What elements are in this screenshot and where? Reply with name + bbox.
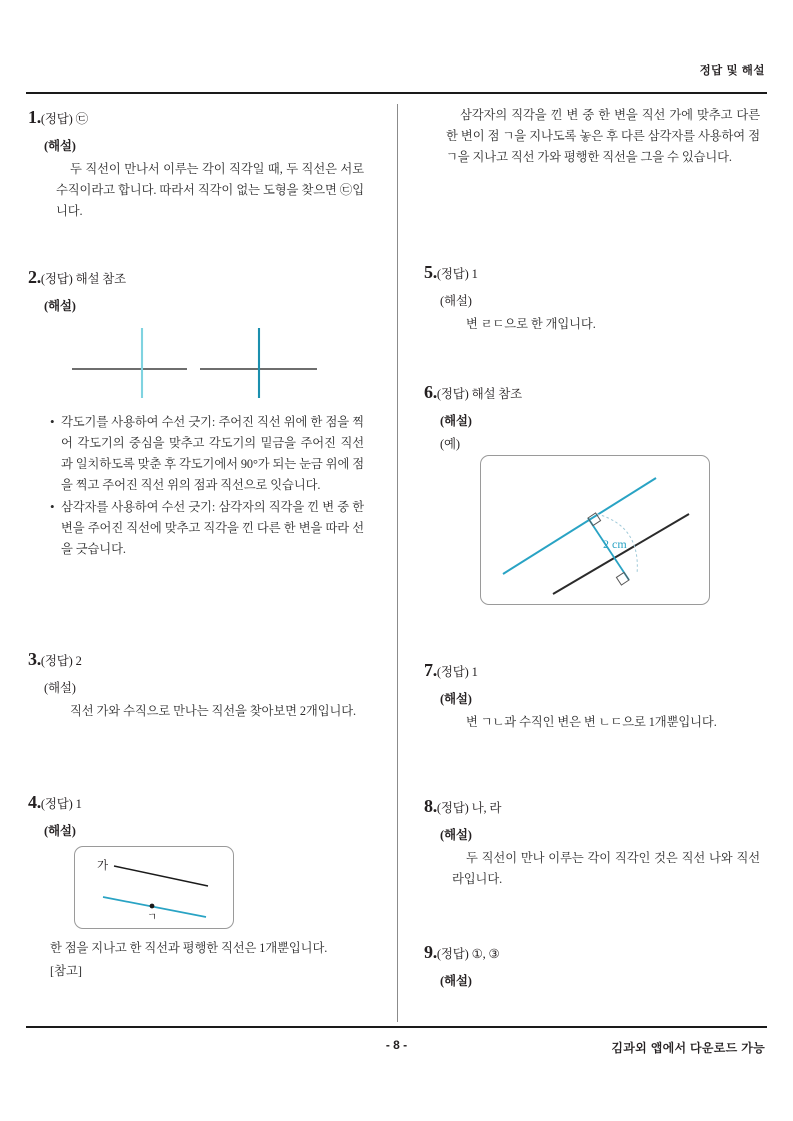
answer-label: (정답) bbox=[40, 272, 73, 286]
figure-point-label: ㄱ bbox=[147, 912, 158, 923]
answer-line bbox=[28, 108, 368, 127]
answer-label: (정답) bbox=[436, 387, 469, 401]
answer-label: (정답) bbox=[436, 801, 469, 815]
answer-line bbox=[28, 650, 368, 669]
reference-text: 삼각자의 직각을 낀 변 중 한 변을 직선 가에 맞추고 다른 한 변이 점 ㄱ을 지나도록 놓은 후 다른 삼각자를 사용하여 점 ㄱ을 지나고 직선 가와 평행한 직선을 그을 수 있습니다. bbox=[446, 108, 760, 165]
distance-svg bbox=[481, 456, 709, 604]
answer-value: 해설 참조 bbox=[471, 387, 523, 401]
solution-label: (해설) bbox=[440, 414, 472, 428]
figure-line-label: 가 bbox=[97, 860, 109, 872]
bullet-text: 각도기를 사용하여 수선 긋기: 주어진 직선 위에 한 점을 찍어 각도기의 중심을 맞추고 각도기의 밑금을 주어진 직선과 일치하도록 맞춘 후 각도기에서 90°가 되는 눈금 위에 점을 찍고 주어진 직선 위의 점과 직선으로 잇습니다. bbox=[61, 415, 364, 493]
answer-line bbox=[28, 793, 368, 812]
answer-line bbox=[424, 661, 764, 680]
reference-label: [참고] bbox=[50, 964, 82, 979]
solution-paragraph bbox=[452, 314, 760, 335]
line-ga bbox=[114, 866, 208, 886]
answer-line bbox=[28, 268, 368, 287]
parallel-lines-svg bbox=[75, 847, 233, 928]
answer-item-2 bbox=[28, 268, 368, 560]
item-number: 5. bbox=[424, 262, 437, 282]
answer-item-4-reference-continued bbox=[424, 105, 764, 168]
answer-line bbox=[424, 797, 764, 816]
answer-item-3 bbox=[28, 650, 368, 722]
answer-item-6 bbox=[424, 383, 764, 605]
answer-value: 해설 참조 bbox=[75, 272, 127, 286]
answer-label: (정답) bbox=[40, 654, 73, 668]
reference-paragraph bbox=[446, 105, 760, 168]
item-number: 1. bbox=[28, 107, 41, 127]
solution-paragraph bbox=[50, 938, 364, 959]
answer-label: (정답) bbox=[436, 947, 469, 961]
answer-item-5 bbox=[424, 263, 764, 335]
solution-paragraph bbox=[452, 712, 760, 733]
answer-item-1 bbox=[28, 108, 368, 222]
solution-label: (해설) bbox=[44, 139, 76, 153]
crosses-svg bbox=[52, 326, 352, 398]
solution-paragraph bbox=[452, 848, 760, 890]
answer-value: 2 bbox=[75, 654, 82, 668]
answer-label: (정답) bbox=[436, 665, 469, 679]
answer-item-4 bbox=[28, 793, 368, 982]
item-number: 8. bbox=[424, 796, 437, 816]
list-item bbox=[50, 497, 364, 560]
answer-value: ①, ③ bbox=[471, 947, 500, 961]
page-number: - 8 - bbox=[385, 1038, 408, 1052]
solution-label: (해설) bbox=[44, 299, 76, 313]
answer-value: 나, 라 bbox=[471, 801, 502, 815]
answer-value: 1 bbox=[471, 665, 478, 679]
list-item bbox=[50, 412, 364, 497]
solution-text: 두 직선이 만나서 이루는 각이 직각일 때, 두 직선은 서로 수직이라고 합니다. 따라서 직각이 없는 도형을 찾으면 ㉢입니다. bbox=[56, 162, 364, 219]
answer-line bbox=[424, 263, 764, 282]
item-number: 7. bbox=[424, 660, 437, 680]
page-header-title: 정답 및 해설 bbox=[699, 65, 765, 77]
answer-line bbox=[424, 943, 764, 962]
answer-line bbox=[424, 383, 764, 402]
method-bullet-list bbox=[50, 412, 364, 560]
answer-item-7 bbox=[424, 661, 764, 733]
answer-value: 1 bbox=[75, 797, 82, 811]
item-number: 3. bbox=[28, 649, 41, 669]
solution-text: 변 ㄱㄴ과 수직인 변은 변 ㄴㄷ으로 1개뿐입니다. bbox=[466, 715, 717, 729]
answer-label: (정답) bbox=[40, 797, 73, 811]
example-label: (예) bbox=[440, 437, 460, 451]
solution-text: 한 점을 지나고 한 직선과 평행한 직선은 1개뿐입니다. bbox=[50, 941, 328, 955]
footer-rule bbox=[26, 1026, 767, 1028]
item-number: 6. bbox=[424, 382, 437, 402]
point-marker bbox=[150, 904, 155, 909]
solution-text: 두 직선이 만나 이루는 각이 직각인 것은 직선 나와 직선 라입니다. bbox=[452, 851, 760, 887]
answer-label: (정답) bbox=[436, 267, 469, 281]
solution-paragraph bbox=[56, 701, 364, 722]
solution-label: (해설) bbox=[440, 692, 472, 706]
solution-label: (해설) bbox=[440, 828, 472, 842]
figure-parallel-lines-point bbox=[74, 846, 234, 929]
answer-value: ㉢ bbox=[75, 112, 88, 126]
answer-label: (정답) bbox=[40, 112, 73, 126]
item-number: 9. bbox=[424, 942, 437, 962]
solution-label: (해설) bbox=[44, 824, 76, 838]
solution-label: (해설) bbox=[44, 681, 76, 695]
solution-text: 직선 가와 수직으로 만나는 직선을 찾아보면 2개입니다. bbox=[70, 704, 357, 718]
item-number: 2. bbox=[28, 267, 41, 287]
cyan-parallel-line bbox=[503, 478, 656, 574]
header-rule bbox=[26, 92, 767, 94]
solution-text: 변 ㄹㄷ으로 한 개입니다. bbox=[466, 317, 596, 331]
distance-label: 2 cm bbox=[603, 537, 627, 551]
figure-parallel-distance bbox=[480, 455, 710, 605]
answer-item-9 bbox=[424, 943, 764, 994]
solution-paragraph bbox=[56, 159, 364, 222]
figure-two-perpendicular-crosses bbox=[52, 326, 368, 398]
answer-item-8 bbox=[424, 797, 764, 890]
item-number: 4. bbox=[28, 792, 41, 812]
footer-note: 김과외 앱에서 다운로드 가능 bbox=[611, 1041, 765, 1055]
column-divider bbox=[397, 104, 398, 1022]
solution-label: (해설) bbox=[440, 294, 472, 308]
bullet-text: 삼각자를 사용하여 수선 긋기: 삼각자의 직각을 낀 변 중 한 변을 주어진 직선에 맞추고 직각을 낀 다른 한 변을 따라 선을 긋습니다. bbox=[61, 499, 364, 556]
answer-value: 1 bbox=[471, 267, 478, 281]
solution-label: (해설) bbox=[440, 974, 472, 988]
